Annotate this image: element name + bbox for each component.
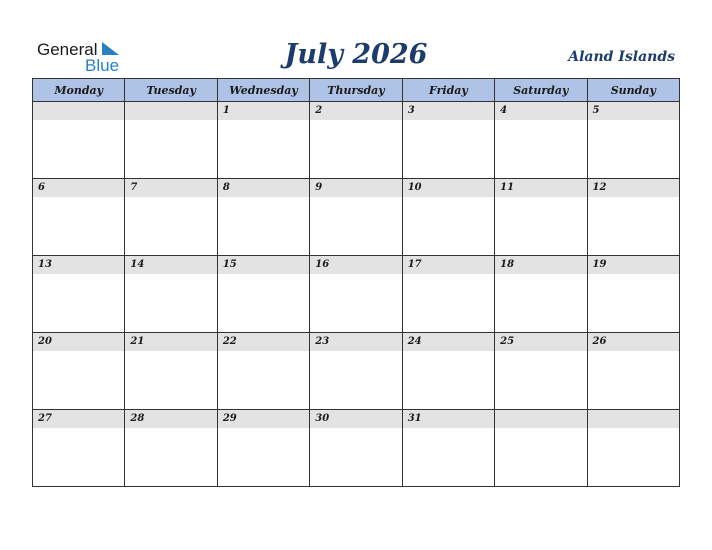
day-number: 22 [218,333,309,351]
day-cell[interactable] [495,102,587,179]
day-cell[interactable] [587,179,679,256]
day-cell[interactable] [495,333,587,410]
day-number: 21 [125,333,216,351]
day-number [495,410,586,428]
day-number: 17 [403,256,494,274]
day-cell[interactable] [587,256,679,333]
calendar-body [33,102,680,487]
day-number [33,102,124,120]
day-number: 10 [403,179,494,197]
day-cell[interactable] [587,333,679,410]
weekday-header: Sunday [587,79,679,102]
day-cell[interactable] [402,102,494,179]
day-number: 16 [310,256,401,274]
day-number: 18 [495,256,586,274]
day-cell[interactable] [310,333,402,410]
day-cell[interactable] [125,333,217,410]
weekday-header: Friday [402,79,494,102]
weekday-header: Wednesday [217,79,309,102]
day-cell[interactable] [587,102,679,179]
day-cell[interactable] [310,256,402,333]
weekday-header: Saturday [495,79,587,102]
day-cell[interactable] [217,410,309,487]
day-cell[interactable] [495,410,587,487]
weekday-header: Tuesday [125,79,217,102]
day-number: 6 [33,179,124,197]
day-cell[interactable] [217,333,309,410]
day-cell[interactable] [310,179,402,256]
day-cell[interactable] [310,102,402,179]
day-number: 1 [218,102,309,120]
day-number: 24 [403,333,494,351]
week-row [33,102,680,179]
country-name: Aland Islands [568,49,675,65]
day-number: 8 [218,179,309,197]
day-number: 27 [33,410,124,428]
day-number: 5 [588,102,679,120]
day-number: 15 [218,256,309,274]
week-row [33,333,680,410]
day-cell[interactable] [33,410,125,487]
day-cell[interactable] [310,410,402,487]
day-number: 31 [403,410,494,428]
calendar-title: July 2026 [284,39,428,70]
day-number: 12 [588,179,679,197]
day-number: 9 [310,179,401,197]
day-cell[interactable] [217,179,309,256]
day-cell[interactable] [217,256,309,333]
logo-text-general: General [37,40,98,59]
day-number: 28 [125,410,216,428]
day-cell[interactable] [495,179,587,256]
day-cell[interactable] [33,102,125,179]
day-number: 2 [310,102,401,120]
day-number [588,410,679,428]
day-number: 19 [588,256,679,274]
calendar-grid [32,78,680,487]
day-cell[interactable] [495,256,587,333]
weekday-header-row [33,79,680,102]
day-number: 23 [310,333,401,351]
day-cell[interactable] [587,410,679,487]
day-number: 7 [125,179,216,197]
day-cell[interactable] [402,333,494,410]
day-cell[interactable] [217,102,309,179]
day-cell[interactable] [33,256,125,333]
day-number: 26 [588,333,679,351]
day-number: 30 [310,410,401,428]
day-number: 25 [495,333,586,351]
week-row [33,256,680,333]
day-number: 13 [33,256,124,274]
day-number: 4 [495,102,586,120]
day-cell[interactable] [125,179,217,256]
week-row [33,179,680,256]
weekday-header: Monday [33,79,125,102]
day-number [125,102,216,120]
week-row [33,410,680,487]
day-number: 14 [125,256,216,274]
day-cell[interactable] [125,102,217,179]
day-number: 20 [33,333,124,351]
weekday-header: Thursday [310,79,402,102]
day-cell[interactable] [33,179,125,256]
day-cell[interactable] [33,333,125,410]
day-cell[interactable] [402,256,494,333]
day-number: 3 [403,102,494,120]
day-number: 11 [495,179,586,197]
logo-text-blue: Blue [85,56,120,75]
day-cell[interactable] [125,410,217,487]
day-cell[interactable] [125,256,217,333]
day-cell[interactable] [402,410,494,487]
day-cell[interactable] [402,179,494,256]
day-number: 29 [218,410,309,428]
